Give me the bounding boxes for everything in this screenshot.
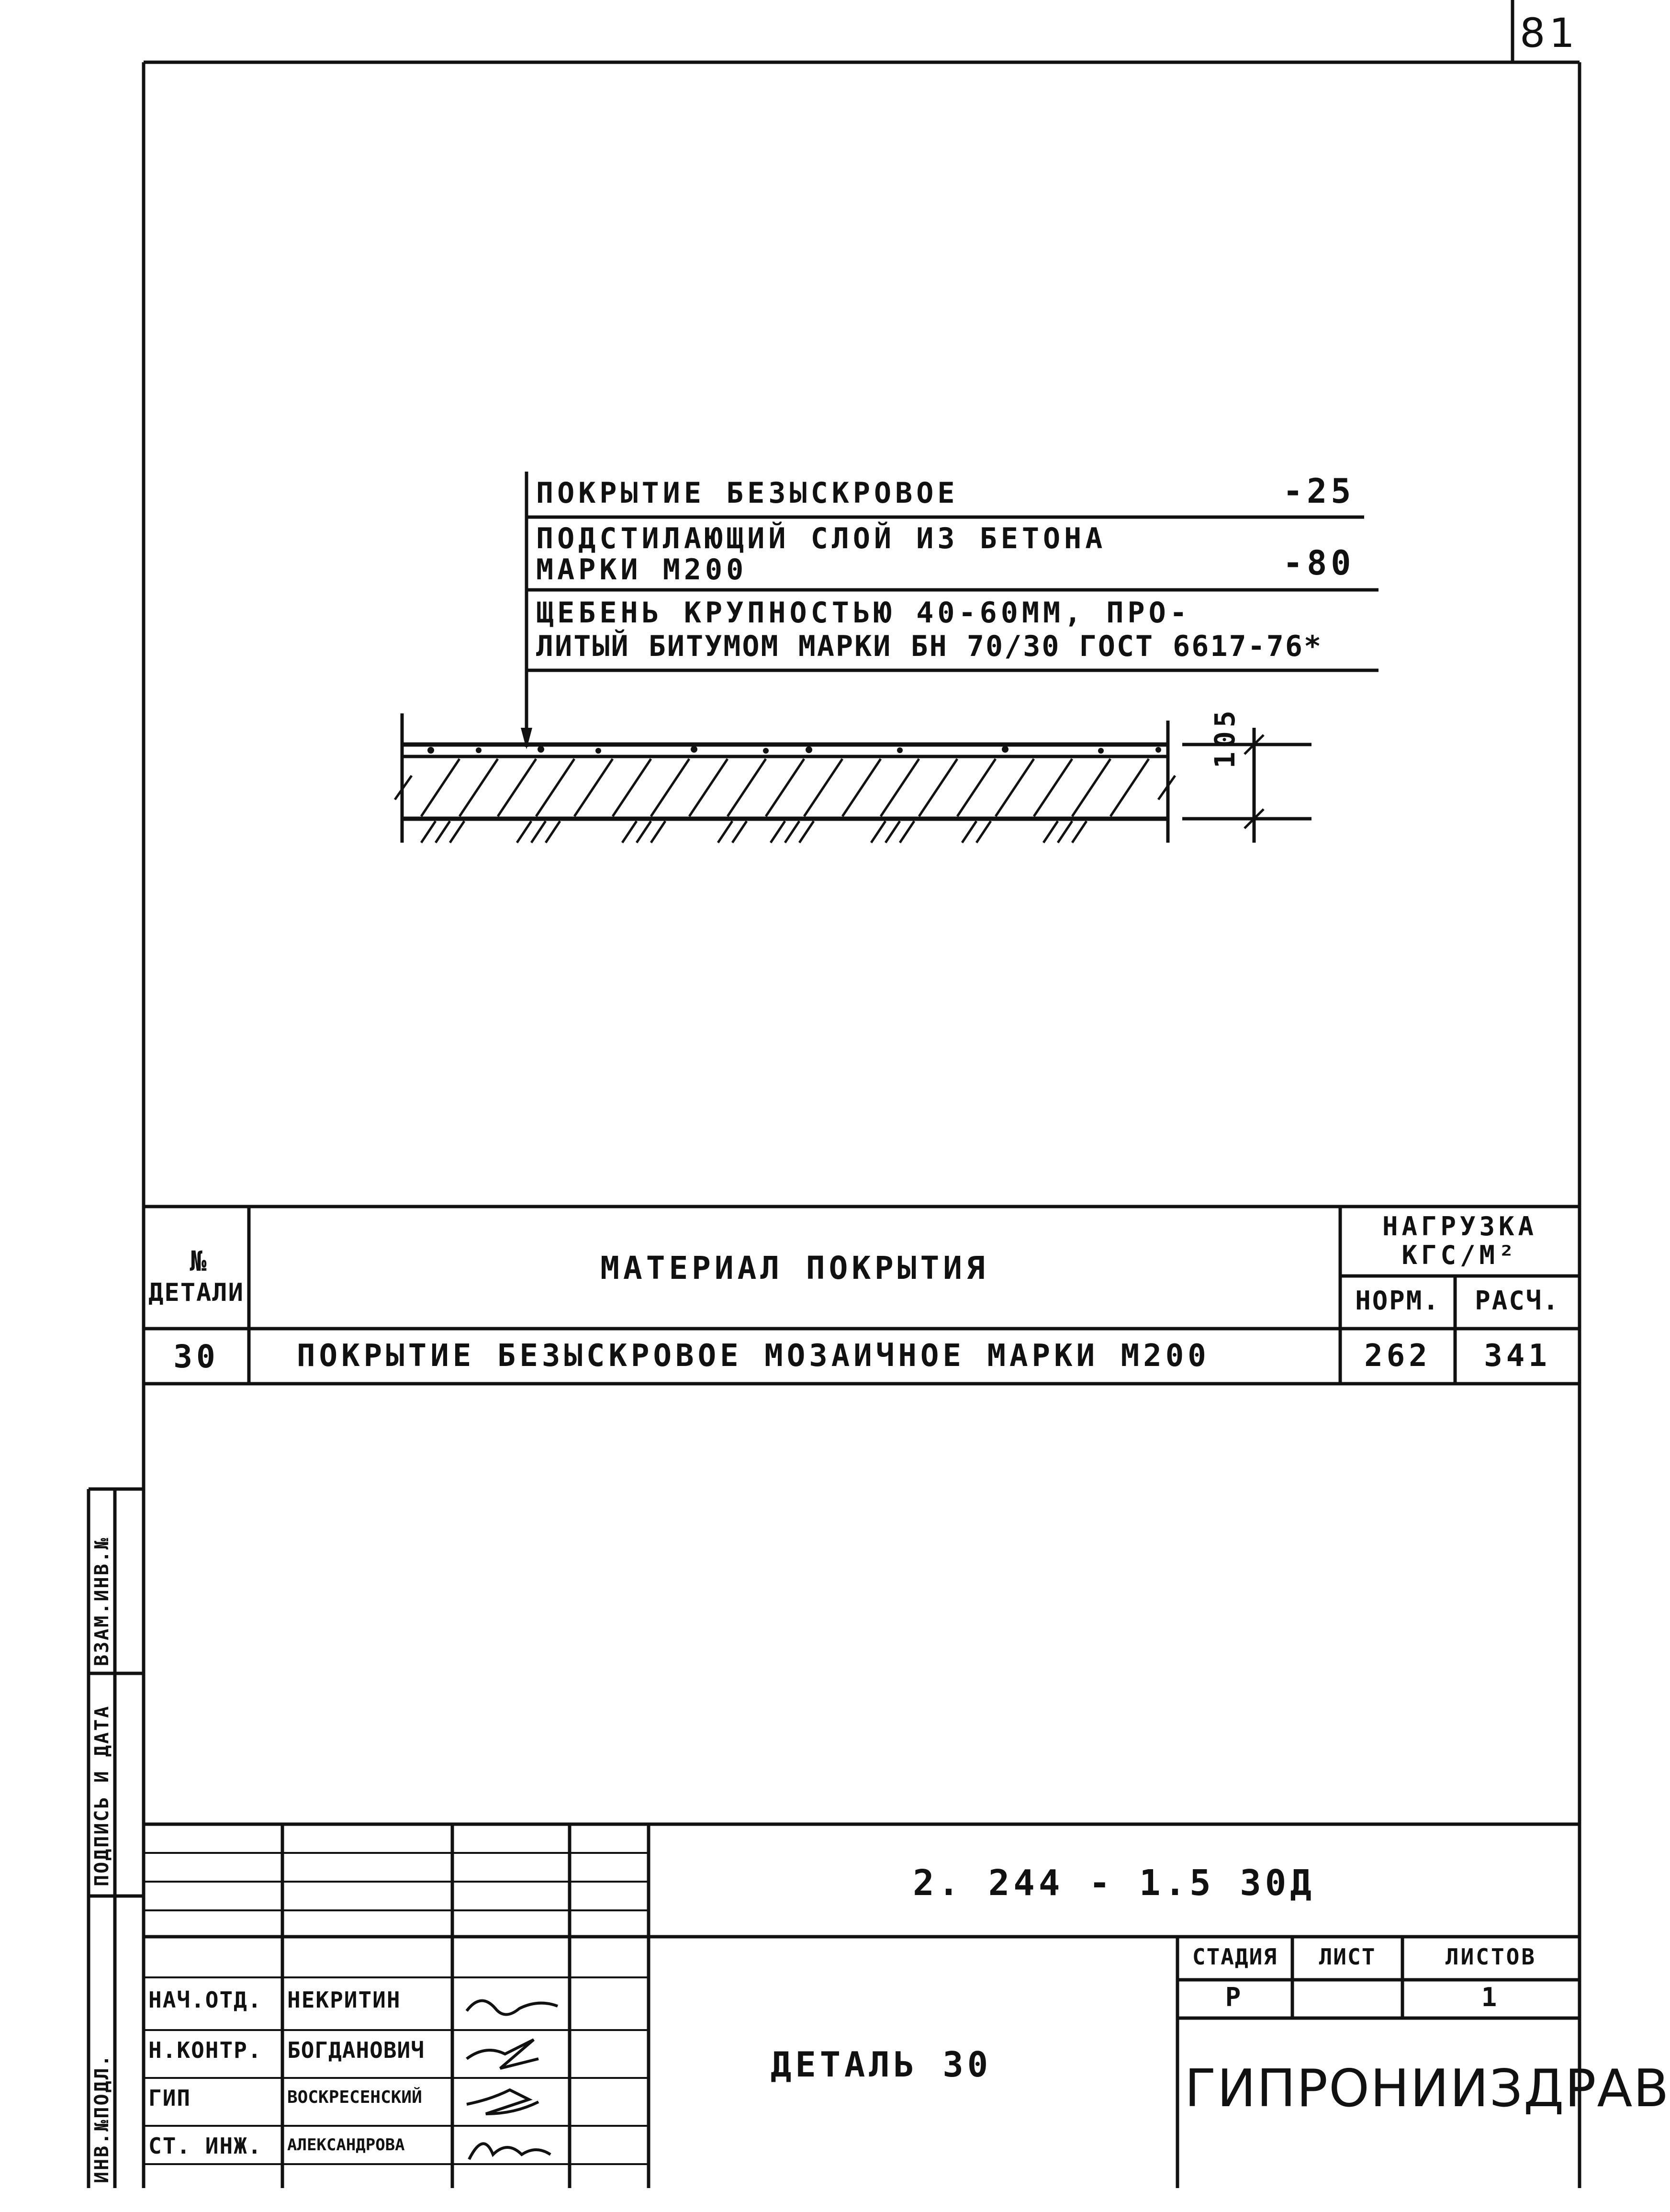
signature-role-4: СТ. ИНЖ. [148,2133,262,2159]
signature-name-4: АЛЕКСАНДРОВА [287,2135,405,2155]
signature-name-1: НЕКРИТИН [287,1987,401,2013]
stage-value: Р [1225,1982,1245,2012]
header-no-line2: ДЕТАЛИ [148,1278,244,1307]
drawing-title: ДЕТАЛЬ 30 [771,2044,992,2085]
signature-role-1: НАЧ.ОТД. [148,1987,262,2013]
layer-1-name: ПОКРЫТИЕ БЕЗЫСКРОВОЕ [536,476,959,510]
row-material: ПОКРЫТИЕ БЕЗЫСКРОВОЕ МОЗАИЧНОЕ МАРКИ М200 [297,1338,1210,1374]
layer-1-thickness: -25 [1283,472,1355,511]
header-material: МАТЕРИАЛ ПОКРЫТИЯ [600,1250,989,1287]
header-no-line1: № [190,1245,208,1277]
header-load-line2: КГС/М² [1401,1240,1518,1270]
layer-3-name-line1: ЩЕБЕНЬ КРУПНОСТЬЮ 40-60ММ, ПРО- [536,596,1191,630]
row-calc: 341 [1484,1338,1551,1374]
side-stamp-signature-date: ПОДПИСЬ И ДАТА [91,1704,113,1886]
signature-name-2: БОГДАНОВИЧ [287,2037,425,2063]
sheet-label: ЛИСТ [1319,1944,1376,1970]
signature-role-2: Н.КОНТР. [148,2037,262,2063]
row-norm: 262 [1364,1338,1431,1374]
header-calc: РАСЧ. [1475,1286,1560,1316]
sheets-value: 1 [1481,1982,1501,2012]
layer-3-name-line2: ЛИТЫЙ БИТУМОМ МАРКИ БН 70/30 ГОСТ 6617-76* [536,630,1323,663]
header-load-line1: НАГРУЗКА [1382,1211,1538,1241]
layer-2-name-line2: МАРКИ М200 [536,553,748,587]
side-stamp-inv-no: ИНВ.№ПОДЛ. [91,2054,113,2183]
page-number: 81 [1520,10,1579,56]
organization-name: ГИПРОНИИЗДРАВ [1185,2059,1670,2119]
signature-name-3: ВОСКРЕСЕНСКИЙ [287,2088,422,2107]
side-stamp-replaced-inv: ВЗАМ.ИНВ.№ [91,1536,113,1666]
row-detail-no: 30 [173,1338,219,1375]
signature-scribbles [467,2001,558,2159]
dimension-label: 105 [1209,707,1241,768]
document-code: 2. 244 - 1.5 30Д [913,1862,1315,1904]
stage-label: СТАДИЯ [1192,1944,1278,1970]
signature-role-3: ГИП [148,2085,191,2111]
layer-2-thickness: -80 [1283,543,1355,583]
header-norm: НОРМ. [1355,1286,1440,1316]
layer-2-name-line1: ПОДСТИЛАЮЩИЙ СЛОЙ ИЗ БЕТОНА [536,522,1107,555]
sheets-label: ЛИСТОВ [1445,1944,1537,1970]
